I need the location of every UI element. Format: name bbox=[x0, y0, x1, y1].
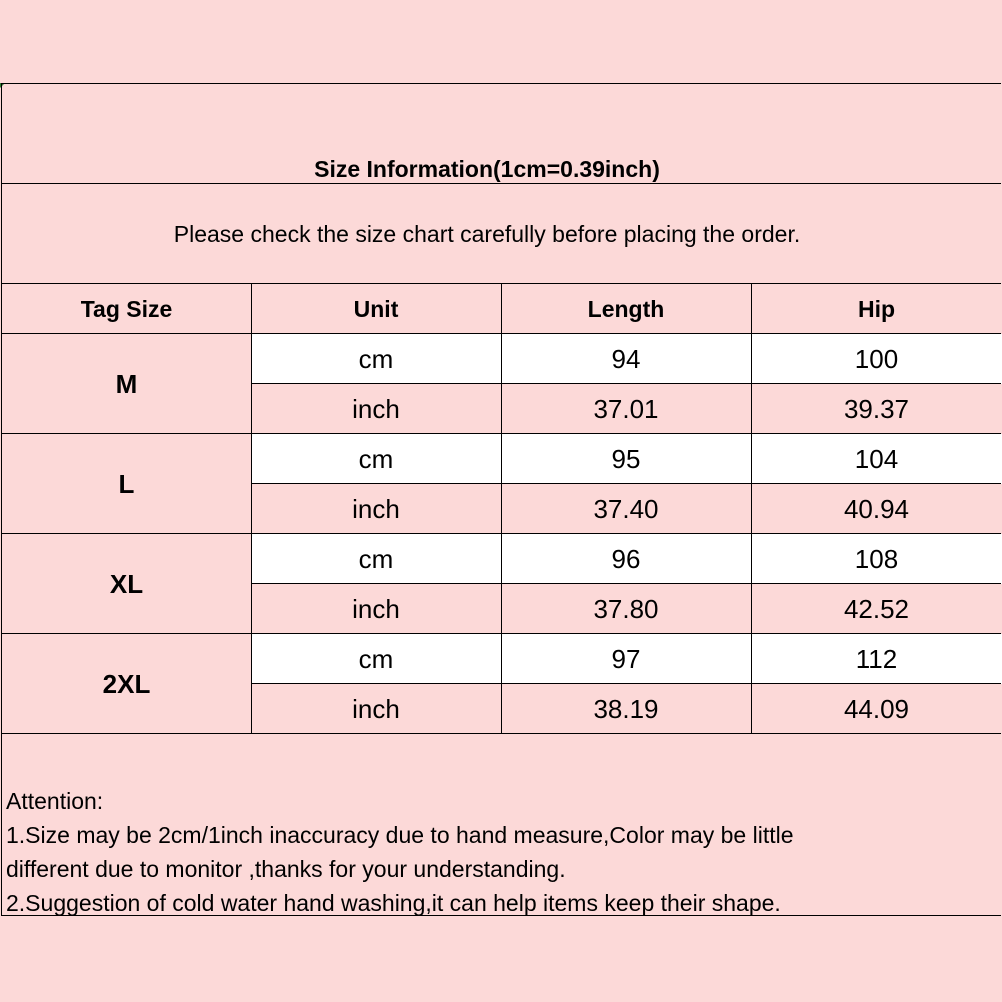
tag-size-l: L bbox=[118, 468, 135, 499]
length-l-inch: 37.40 bbox=[593, 493, 659, 524]
length-xl-inch: 37.80 bbox=[593, 593, 659, 624]
unit-2xl-inch: inch bbox=[352, 693, 400, 724]
tag-size-xl: XL bbox=[109, 568, 144, 599]
attention-line-3: 2.Suggestion of cold water hand washing,it can help items keep their shape. bbox=[6, 890, 781, 916]
vline-1 bbox=[251, 284, 252, 734]
unit-l-cm: cm bbox=[358, 443, 394, 474]
length-l-cm: 95 bbox=[611, 443, 641, 474]
attention-line-2: different due to monitor ,thanks for your understanding. bbox=[6, 856, 566, 882]
hip-m-inch: 39.37 bbox=[843, 393, 910, 424]
length-2xl-cm: 97 bbox=[611, 643, 641, 674]
line-l-mid bbox=[251, 483, 1001, 484]
length-xl-cm: 96 bbox=[611, 543, 641, 574]
unit-l-inch: inch bbox=[352, 493, 400, 524]
hip-2xl-cm: 112 bbox=[855, 643, 898, 674]
chart-title: Size Information(1cm=0.39inch) bbox=[314, 155, 660, 182]
length-m-inch: 37.01 bbox=[593, 393, 659, 424]
unit-xl-cm: cm bbox=[358, 543, 394, 574]
hip-m-cm: 100 bbox=[854, 343, 899, 374]
length-m-cm: 94 bbox=[611, 343, 641, 374]
hip-xl-cm: 108 bbox=[854, 543, 899, 574]
unit-m-cm: cm bbox=[358, 343, 394, 374]
tag-size-2xl: 2XL bbox=[102, 668, 151, 699]
header-unit: Unit bbox=[353, 295, 399, 322]
tag-size-m: M bbox=[115, 368, 138, 399]
hip-l-inch: 40.94 bbox=[843, 493, 910, 524]
hip-l-cm: 104 bbox=[854, 443, 899, 474]
size-chart-sheet bbox=[1, 83, 1001, 916]
vline-3 bbox=[751, 284, 752, 734]
unit-m-inch: inch bbox=[352, 393, 400, 424]
attention-line-1: 1.Size may be 2cm/1inch inaccuracy due to hand measure,Color may be little bbox=[6, 822, 794, 848]
notice-text: Please check the size chart carefully before placing the order. bbox=[173, 220, 801, 247]
line-m-mid bbox=[251, 383, 1001, 384]
attention-heading: Attention: bbox=[6, 788, 104, 814]
hip-2xl-inch: 44.09 bbox=[843, 693, 910, 724]
hip-xl-inch: 42.52 bbox=[843, 593, 910, 624]
vline-2 bbox=[501, 284, 502, 734]
length-2xl-inch: 38.19 bbox=[593, 693, 659, 724]
line-xl-mid bbox=[251, 583, 1001, 584]
unit-2xl-cm: cm bbox=[358, 643, 394, 674]
line-2xl-mid bbox=[251, 683, 1001, 684]
unit-xl-inch: inch bbox=[352, 593, 400, 624]
header-length: Length bbox=[587, 295, 665, 322]
header-tag-size: Tag Size bbox=[80, 295, 173, 322]
attention-notes bbox=[6, 784, 996, 920]
header-hip: Hip bbox=[857, 295, 896, 322]
